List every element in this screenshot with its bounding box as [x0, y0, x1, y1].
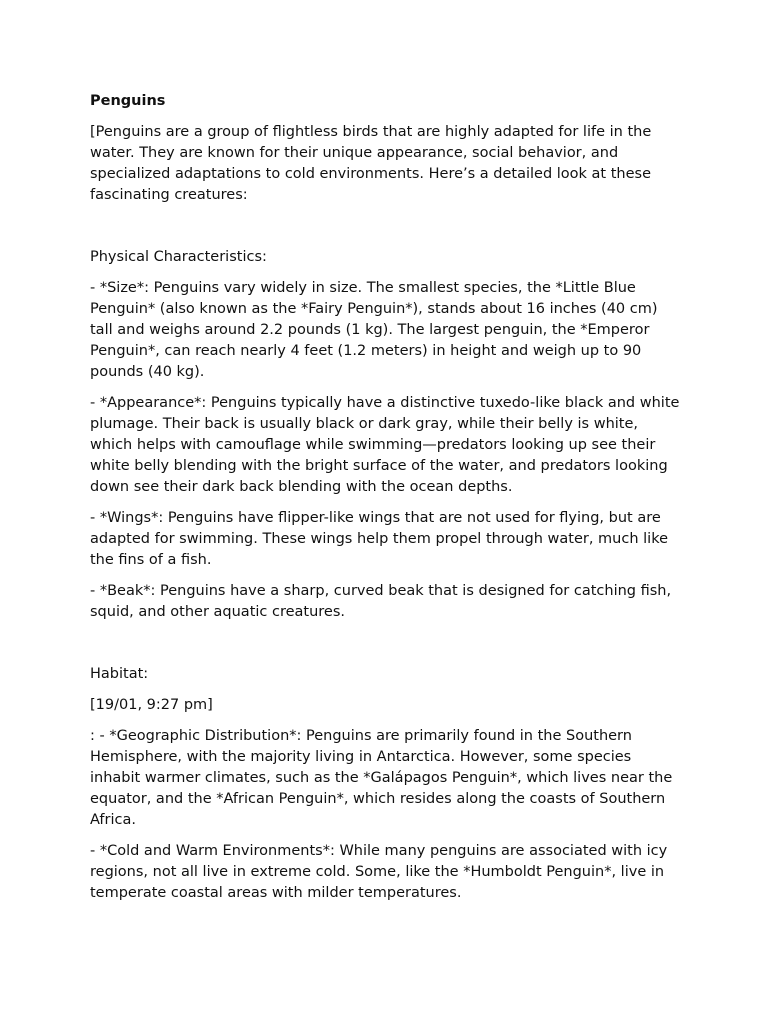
environments-paragraph: - *Cold and Warm Environments*: While many penguins are associated with icy regions, not all live in extreme cold. Some, like the *Humboldt Penguin*, live in temperate coastal areas with milder temperatures.: [90, 843, 668, 901]
geographic-paragraph: : - *Geographic Distribution*: Penguins are primarily found in the Southern Hemisphere, with the majority living in Antarctica. However, some species inhabit warmer climates, such as the *Galápagos Penguin*, which lives near the equator, and the *African Penguin*, which resides along the coasts of Southern Africa.: [90, 728, 673, 828]
physical-heading: Physical Characteristics:: [90, 249, 267, 265]
spacer: [90, 633, 680, 664]
timestamp: [19/01, 9:27 pm]: [90, 697, 213, 713]
wings-paragraph: - *Wings*: Penguins have flipper-like wings that are not used for flying, but are adapted for swimming. These wings help them propel through water, much like the fins of a fish.: [90, 510, 668, 568]
spacer: [90, 216, 680, 247]
appearance-paragraph: - *Appearance*: Penguins typically have a distinctive tuxedo-like black and white plumage. Their back is usually black or dark gray, while their belly is white, which helps with camouflage while swimming—predators looking up see their white belly blending with the bright surface of the water, and predators looking down see their dark back blending with the ocean depths.: [90, 395, 680, 495]
size-paragraph: - *Size*: Penguins vary widely in size. The smallest species, the *Little Blue Penguin* (also known as the *Fairy Penguin*), stands about 16 inches (40 cm) tall and weighs around 2.2 pounds (1 kg). The largest penguin, the *Emperor Penguin*, can reach nearly 4 feet (1.2 meters) in height and weigh up to 90 pounds (40 kg).: [90, 280, 658, 380]
habitat-heading: Habitat:: [90, 666, 149, 682]
intro-paragraph: [Penguins are a group of flightless birds that are highly adapted for life in the water. They are known for their unique appearance, social behavior, and specialized adaptations to cold environments. Here’s a detailed look at these fascinating creatures:: [90, 124, 652, 203]
document-title: Penguins: [90, 93, 166, 109]
document-page: [90, 91, 680, 914]
beak-paragraph: - *Beak*: Penguins have a sharp, curved beak that is designed for catching fish, squid, and other aquatic creatures.: [90, 583, 672, 620]
